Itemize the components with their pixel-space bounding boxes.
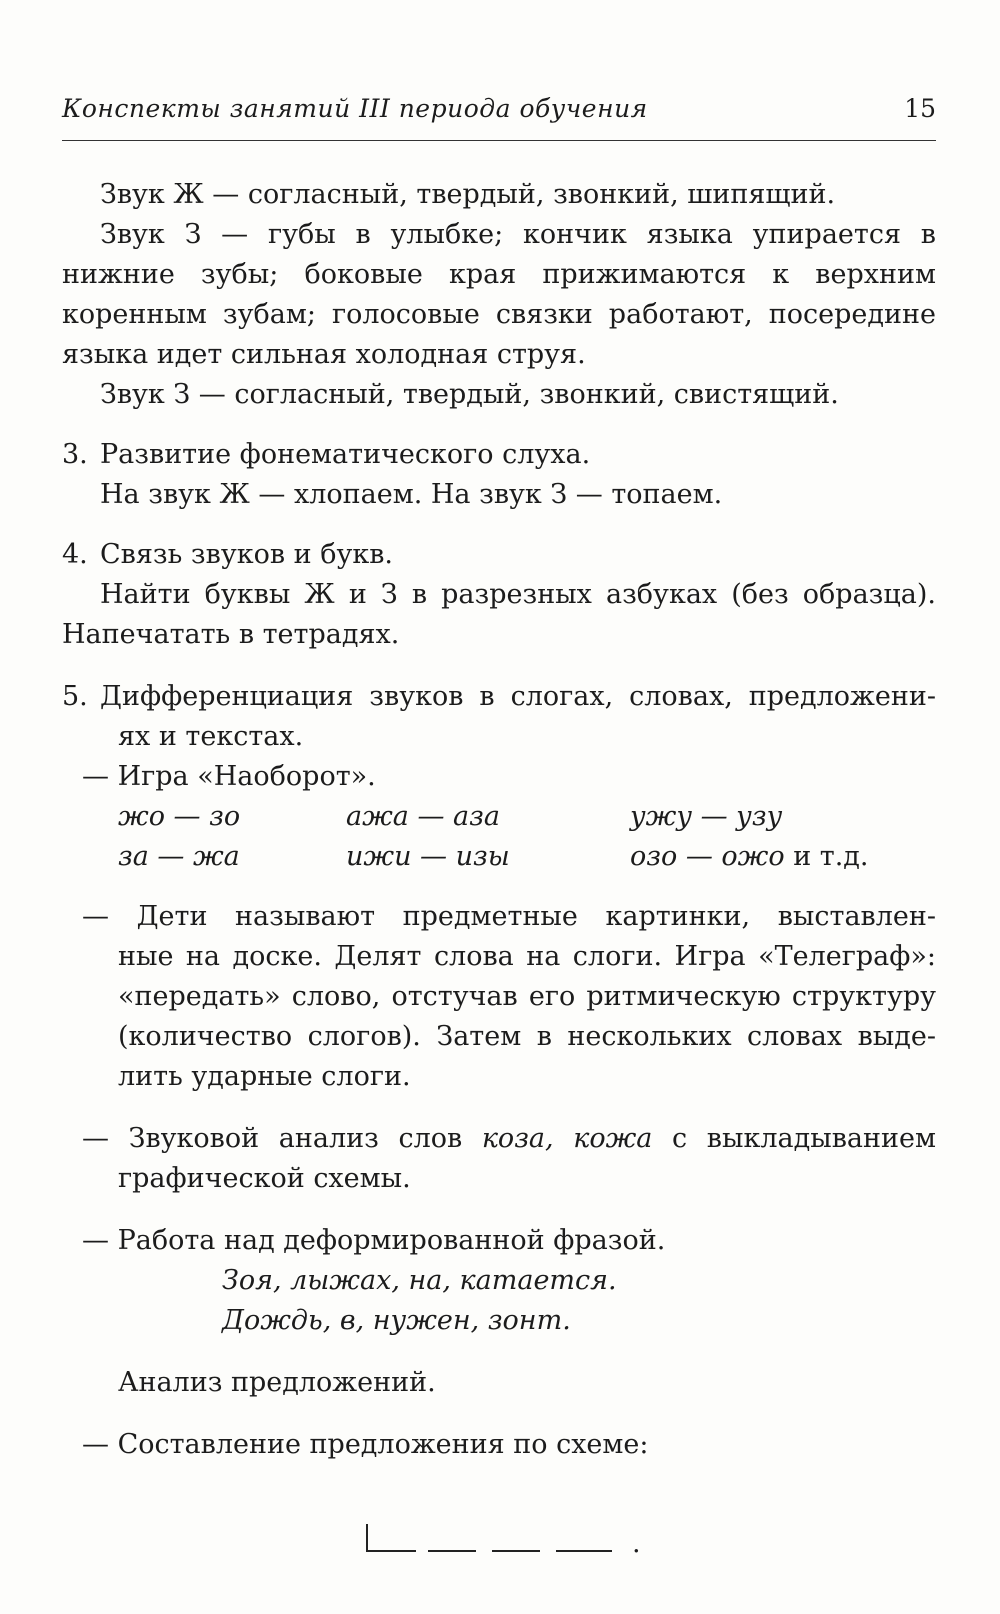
task-item-line: ные на доске. Делят слова на слоги. Игра «Телеграф»:	[118, 941, 936, 972]
syllable-pair: озо — ожо	[630, 841, 785, 872]
paragraph-z-articulation-line: нижние зубы; боковые края прижимаются к верхним	[62, 259, 936, 290]
task-item-line: «передать» слово, отстучав его ритмическую структуру	[118, 981, 936, 1012]
section-text: Найти буквы Ж и З в разрезных азбуках (без образца).	[100, 579, 936, 610]
paragraph-z-articulation-line: языка идет сильная холодная струя.	[62, 339, 586, 370]
running-header	[62, 92, 936, 141]
task-item-line: лить ударные слоги.	[118, 1061, 411, 1092]
section-number: 4.	[62, 539, 88, 570]
task-item-line	[82, 1122, 936, 1156]
header-title: Конспекты занятий III периода обучения	[62, 94, 648, 123]
section-title: ях и текстах.	[118, 721, 304, 752]
deformed-phrase: Дождь, в, нужен, зонт.	[222, 1305, 571, 1336]
task-item-line: (количество слогов). Затем в нескольких словах выде-	[118, 1021, 936, 1052]
section-number: 5.	[62, 681, 88, 712]
page-number: 15	[904, 94, 936, 123]
section-text: На звук Ж — хлопаем. На звук З — топаем.	[100, 479, 723, 510]
task-item-line: — Составление предложения по схеме:	[82, 1429, 649, 1460]
sentence-scheme	[366, 1520, 666, 1560]
task-text: Анализ предложений.	[118, 1367, 436, 1398]
syllable-pair: жо — зо	[118, 801, 241, 832]
syllable-pair: ужу — узу	[630, 801, 783, 832]
syllable-pair-last	[630, 840, 869, 874]
game-item: — Игра «Наоборот».	[82, 761, 376, 792]
paragraph-z-characteristics: Звук З — согласный, твердый, звонкий, свистящий.	[100, 379, 839, 410]
section-title: Дифференциация звуков в слогах, словах, предложени-	[100, 681, 936, 712]
section-title: Развитие фонематического слуха.	[100, 439, 591, 470]
task-item-line: — Дети называют предметные картинки, выставлен-	[82, 901, 936, 932]
paragraph-z-articulation-line: Звук З — губы в улыбке; кончик языка упирается в	[100, 219, 936, 250]
section-text: Напечатать в тетрадях.	[62, 619, 400, 650]
syllable-pair: за — жа	[118, 841, 240, 872]
scheme-word	[492, 1550, 540, 1552]
etc-text: и т.д.	[784, 841, 869, 872]
task-item-line: — Работа над деформированной фразой.	[82, 1225, 666, 1256]
scheme-period: .	[632, 1528, 641, 1559]
task-text: с выкладыванием	[652, 1123, 936, 1154]
scheme-word	[428, 1550, 476, 1552]
example-words: коза, кожа	[481, 1123, 653, 1154]
syllable-pair: ижи — изы	[346, 841, 510, 872]
paragraph-z-articulation-line: коренным зубам; голосовые связки работают, посередине	[62, 299, 936, 330]
deformed-phrase: Зоя, лыжах, на, катается.	[222, 1265, 617, 1296]
scheme-word	[556, 1550, 612, 1552]
section-title: Связь звуков и букв.	[100, 539, 394, 570]
paragraph-zh-characteristics: Звук Ж — согласный, твердый, звонкий, шипящий.	[100, 179, 836, 210]
syllable-pair: ажа — аза	[346, 801, 500, 832]
section-number: 3.	[62, 439, 88, 470]
task-text: — Звуковой анализ слов	[82, 1123, 482, 1154]
scheme-first-word	[366, 1524, 416, 1552]
task-item-line: графической схемы.	[118, 1163, 411, 1194]
